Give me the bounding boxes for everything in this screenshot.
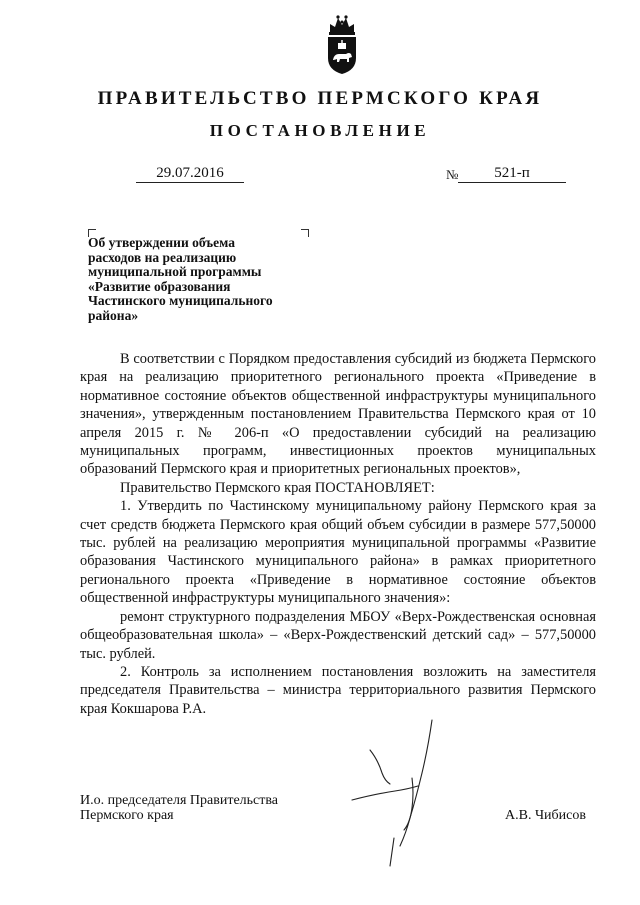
signer-name: А.В. Чибисов [505, 808, 586, 823]
subject-line: Об утверждении объема [88, 235, 235, 250]
signer-position-line: И.о. председателя Правительства [80, 793, 279, 808]
subject-line: расходов на реализацию [88, 249, 237, 265]
subject-line: «Развитие образования [88, 278, 231, 294]
preamble-paragraph: В соответствии с Порядком предоставления субсидий из бюджета Пермского края на реализацию приоритетного регионального проекта «Приведение в нормативное состояние объектов общественной инфраструктуры муниципального значения», утвержденным постановлением Правительства Пермского края от 10 апреля 2015 г. № 206-п «О предоставлении субсидий на реализацию муниципальных программ, инвестиционных проектов муниципальных образований Пермского края и приоритетных региональных проектов», [80, 351, 596, 478]
coat-of-arms-emblem [322, 12, 362, 76]
subject-line: муниципальной программы [88, 264, 262, 280]
subject-line: района» [88, 307, 139, 323]
document-number: 521-п [458, 164, 566, 183]
decree-line: Правительство Пермского края ПОСТАНОВЛЯЕТ: [120, 479, 435, 496]
item-1-paragraph: 1. Утвердить по Частинскому муниципальному району Пермского края за счет средств бюджета Пермского края общий объем субсидии в размере 577,50000 тыс. рублей на реализацию мероприятия муниципальной программы «Развитие образования Частинского муниципального района» в рамках приоритетного регионального проекта «Приведение в нормативное состояние объектов общественной инфраструктуры муниципального значения»: [80, 498, 596, 607]
signer-position [80, 793, 278, 823]
document-body [80, 350, 596, 718]
signer-position-line: Пермского края [80, 808, 174, 823]
government-title: ПРАВИТЕЛЬСТВО ПЕРМСКОГО КРАЯ [97, 88, 543, 109]
item-2-paragraph: 2. Контроль за исполнением постановления возложить на заместителя председателя Правительства – министра территориального развития Пермского края Кокшарова Р.А. [80, 663, 596, 717]
document-date: 29.07.2016 [136, 164, 244, 183]
subject-line: Частинского муниципального [88, 293, 273, 309]
document-subject [88, 236, 318, 324]
handwritten-signature [330, 718, 450, 868]
item-1-detail-paragraph: ремонт структурного подразделения МБОУ «Верх-Рождественская основная общеобразовательная школа» – «Верх-Рождественский детский сад» – 577,50000 тыс. рублей. [80, 608, 596, 662]
number-sign: № [446, 167, 459, 182]
document-type: ПОСТАНОВЛЕНИЕ [209, 121, 431, 140]
